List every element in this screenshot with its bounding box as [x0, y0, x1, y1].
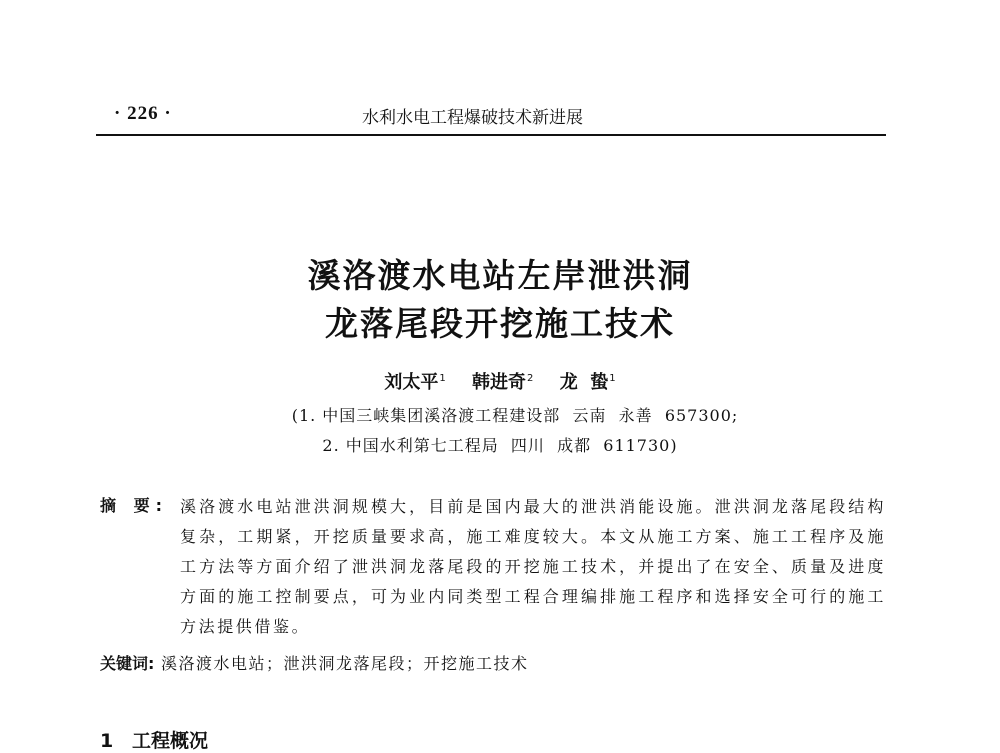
- author: [384, 368, 445, 394]
- page-header: [100, 103, 884, 133]
- abstract: [100, 492, 890, 642]
- section-title: 工程概况: [132, 730, 209, 752]
- keywords: [100, 651, 890, 674]
- author-affiliation-mark: 2: [527, 373, 534, 384]
- author-name: 韩进奇: [472, 372, 527, 393]
- affiliation-1: (1. 中国三峡集团溪洛渡工程建设部 云南 永善 657300;: [291, 406, 739, 425]
- abstract-label: 摘 要:: [100, 496, 168, 515]
- author: [472, 368, 533, 394]
- page-number: · 226 ·: [114, 103, 172, 124]
- author-name: 龙 蛰: [559, 372, 609, 393]
- keywords-label: 关键词:: [100, 654, 155, 673]
- keywords-text: 溪洛渡水电站；泄洪洞龙落尾段；开挖施工技术: [161, 654, 529, 673]
- paper-title-line-2: 龙落尾段开挖施工技术: [325, 304, 675, 343]
- author-list: [0, 368, 1000, 394]
- author-affiliation-mark: 1: [439, 373, 446, 384]
- header-rule: [96, 134, 886, 136]
- paper-title-line-1: 溪洛渡水电站左岸泄洪洞: [307, 256, 693, 295]
- abstract-text: 溪洛渡水电站泄洪洞规模大，目前是国内最大的泄洪消能设施。泄洪洞龙落尾段结构复杂，工期紧，开挖质量要求高，施工难度较大。本文从施工方案、施工工程序及施工方法等方面介绍了泄洪洞龙落尾段的开挖施工技术，并提出了在安全、质量及进度方面的施工控制要点，可为业内同类型工程合理编排施工程序和选择安全可行的施工方法提供借鉴。: [180, 497, 886, 636]
- running-title: 水利水电工程爆破技术新进展: [362, 108, 583, 128]
- author-affiliation-mark: 1: [609, 373, 616, 384]
- section-heading: [100, 726, 208, 753]
- section-number: 1: [100, 730, 114, 752]
- author-name: 刘太平: [384, 372, 439, 393]
- affiliation-2: 2. 中国水利第七工程局 四川 成都 611730): [322, 436, 678, 455]
- author: [560, 368, 616, 394]
